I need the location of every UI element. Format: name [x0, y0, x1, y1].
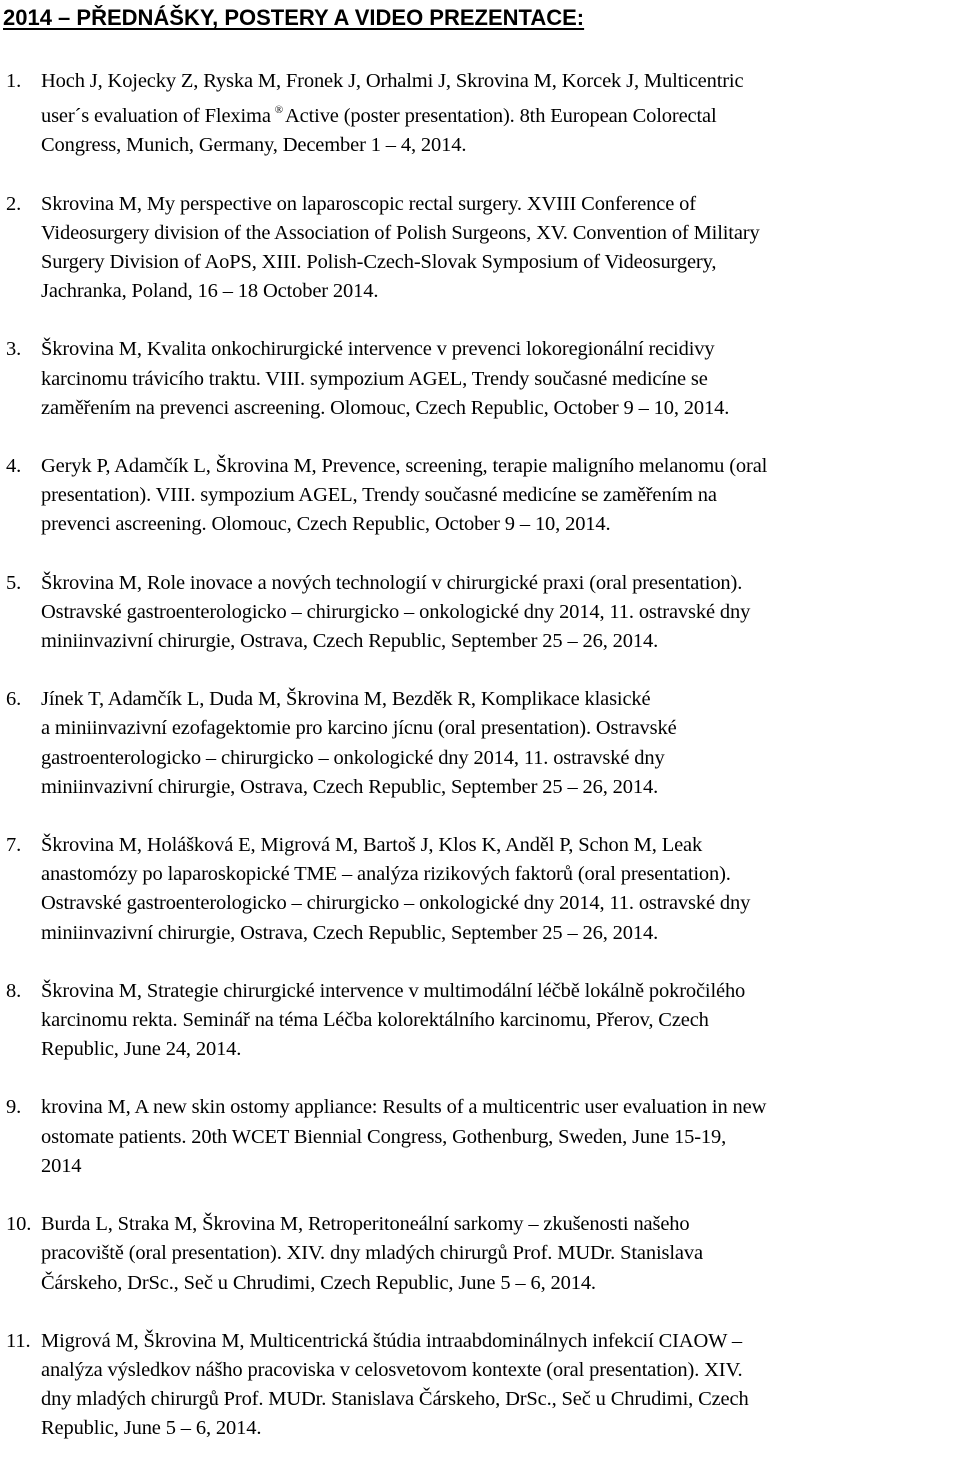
reference-line: miniinvazivní chirurgie, Ostrava, Czech Republic, September 25 – 26, 2014.	[41, 630, 659, 653]
reference-number: 4.	[6, 455, 22, 478]
reference-list	[0, 67, 960, 1473]
reference-line: Videosurgery division of the Association of Polish Surgeons, XV. Convention of Military	[41, 221, 760, 244]
reference-line: anastomózy po laparoskopické TME – analýza rizikových faktorů (oral presentation).	[41, 863, 731, 886]
reference-line-part: user´s evaluation of Flexima	[41, 105, 271, 128]
reference-line: Jínek T, Adamčík L, Duda M, Škrovina M, Bezděk R, Komplikace klasické	[41, 688, 651, 711]
reference-item-4	[0, 452, 960, 540]
reference-line: Skrovina M, My perspective on laparoscopic rectal surgery. XVIII Conference of	[41, 192, 696, 215]
reference-item-10	[0, 1210, 960, 1298]
reference-item-6	[0, 685, 960, 802]
reference-line: karcinomu rekta. Seminář na téma Léčba kolorektálního karcinomu, Přerov, Czech	[41, 1009, 709, 1032]
reference-line: Surgery Division of AoPS, XIII. Polish-Czech-Slovak Symposium of Videosurgery,	[41, 251, 717, 274]
reference-number: 11.	[6, 1329, 31, 1352]
reference-number: 8.	[6, 979, 22, 1002]
reference-number: 9.	[6, 1096, 22, 1119]
reference-line: Republic, June 24, 2014.	[41, 1038, 242, 1061]
reference-item-8	[0, 977, 960, 1065]
reference-number: 10.	[6, 1213, 32, 1236]
reference-line: analýza výsledkov nášho pracoviska v celosvetovom kontexte (oral presentation). XIV.	[41, 1358, 743, 1381]
reference-line-part: Active (poster presentation). 8th European Colorectal	[285, 105, 717, 128]
reference-item-9	[0, 1093, 960, 1181]
reference-line: Republic, June 5 – 6, 2014.	[41, 1417, 262, 1440]
reference-line: Ostravské gastroenterologicko – chirurgicko – onkologické dny 2014, 11. ostravské dny	[41, 600, 751, 623]
reference-line: zaměřením na prevenci ascreening. Olomouc, Czech Republic, October 9 – 10, 2014.	[41, 396, 730, 419]
page-title: 2014 – PŘEDNÁŠKY, POSTERY A VIDEO PREZENTACE:	[3, 5, 585, 30]
reference-line: Škrovina M, Kvalita onkochirurgické intervence v prevenci lokoregionální recidivy	[41, 338, 715, 361]
reference-line: Jachranka, Poland, 16 – 18 October 2014.	[41, 280, 379, 303]
reference-number: 3.	[6, 338, 22, 361]
reference-line: prevenci ascreening. Olomouc, Czech Republic, October 9 – 10, 2014.	[41, 513, 611, 536]
reference-line: 2014	[41, 1154, 82, 1177]
registered-mark: ®	[274, 104, 283, 117]
reference-line: Ostravské gastroenterologicko – chirurgicko – onkologické dny 2014, 11. ostravské dny	[41, 892, 751, 915]
reference-line: Škrovina M, Role inovace a nových technologií v chirurgické praxi (oral presentation).	[41, 571, 743, 594]
reference-line: Geryk P, Adamčík L, Škrovina M, Prevence, screening, terapie maligního melanomu (oral	[41, 455, 768, 478]
reference-line: a miniinvazivní ezofagektomie pro karcino jícnu (oral presentation). Ostravské	[41, 717, 677, 740]
reference-line: miniinvazivní chirurgie, Ostrava, Czech Republic, September 25 – 26, 2014.	[41, 921, 659, 944]
reference-line: gastroenterologicko – chirurgicko – onkologické dny 2014, 11. ostravské dny	[41, 746, 665, 769]
reference-line: Congress, Munich, Germany, December 1 – 4, 2014.	[41, 134, 467, 157]
reference-line: Burda L, Straka M, Škrovina M, Retroperitoneální sarkomy – zkušenosti našeho	[41, 1213, 690, 1236]
reference-line: presentation). VIII. sympozium AGEL, Trendy současné medicíne se zaměřením na	[41, 484, 717, 507]
reference-line: karcinomu trávicího traktu. VIII. sympozium AGEL, Trendy současné medicíne se	[41, 367, 708, 390]
reference-line: Migrová M, Škrovina M, Multicentrická štúdia intraabdominálnych infekcií CIAOW –	[41, 1329, 742, 1352]
reference-item-11	[0, 1327, 960, 1444]
reference-line: Škrovina M, Strategie chirurgické intervence v multimodální léčbě lokálně pokročilého	[41, 979, 746, 1002]
reference-line: krovina M, A new skin ostomy appliance: Results of a multicentric user evaluation in new	[41, 1096, 767, 1119]
reference-number: 5.	[6, 571, 22, 594]
reference-number: 6.	[6, 688, 22, 711]
reference-number: 1.	[6, 70, 22, 92]
reference-number: 2.	[6, 192, 22, 215]
reference-number: 7.	[6, 834, 22, 857]
reference-item-3	[0, 335, 960, 423]
reference-line	[41, 96, 960, 131]
reference-line: dny mladých chirurgů Prof. MUDr. Stanislava Čárskeho, DrSc., Seč u Chrudimi, Czech	[41, 1388, 749, 1411]
reference-line: ostomate patients. 20th WCET Biennial Congress, Gothenburg, Sweden, June 15-19,	[41, 1125, 727, 1148]
reference-line: Čárskeho, DrSc., Seč u Chrudimi, Czech Republic, June 5 – 6, 2014.	[41, 1271, 596, 1294]
reference-line: Hoch J, Kojecky Z, Ryska M, Fronek J, Orhalmi J, Skrovina M, Korcek J, Multicentric	[41, 70, 744, 92]
reference-item-7	[0, 831, 960, 948]
reference-item-5	[0, 569, 960, 657]
reference-item-2	[0, 190, 960, 307]
reference-line: Škrovina M, Holášková E, Migrová M, Bartoš J, Klos K, Anděl P, Schon M, Leak	[41, 834, 703, 857]
reference-line: pracoviště (oral presentation). XIV. dny mladých chirurgů Prof. MUDr. Stanislava	[41, 1242, 703, 1265]
reference-line: miniinvazivní chirurgie, Ostrava, Czech Republic, September 25 – 26, 2014.	[41, 775, 659, 798]
reference-item-1	[0, 67, 960, 161]
